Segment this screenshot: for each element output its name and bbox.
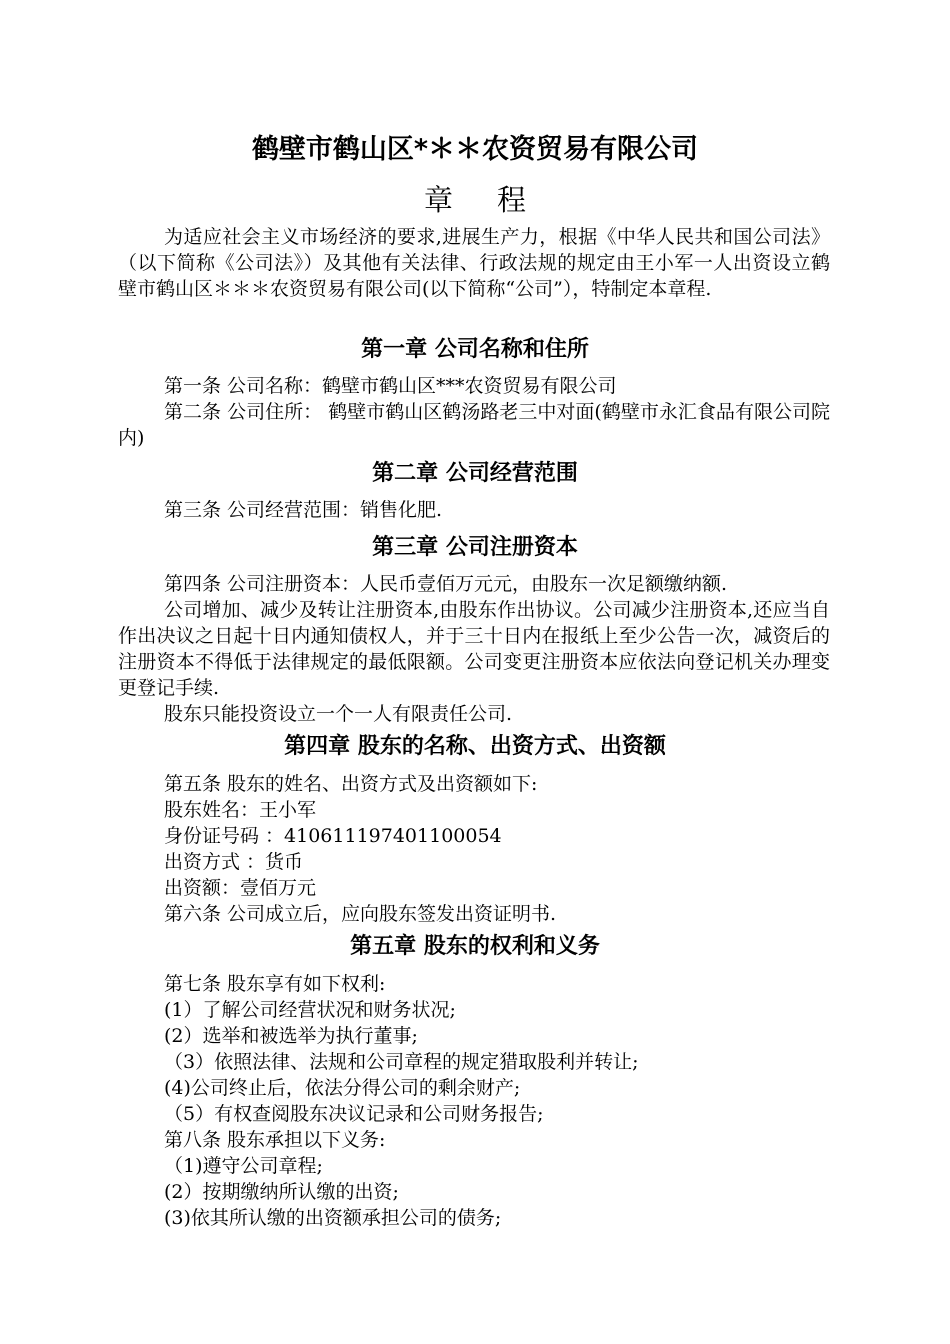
- right-item: (1）了解公司经营状况和财务状况;: [164, 999, 456, 1021]
- contribution-method: 出资方式 ：货币: [164, 851, 304, 873]
- contribution-amount: 出资额：壹佰万元: [164, 877, 317, 899]
- article-4: 第四条 公司注册资本：人民币壹佰万元元，由股东一次足额缴纳额.: [164, 573, 728, 595]
- right-item: (4)公司终止后，依法分得公司的剩余财产;: [164, 1077, 521, 1099]
- right-item: （5）有权查阅股东决议记录和公司财务报告;: [164, 1103, 544, 1125]
- article-3: 第三条 公司经营范围：销售化肥.: [164, 499, 443, 521]
- chapter-3-heading: 第三章 公司注册资本: [372, 535, 578, 560]
- duty-item: (3)依其所认缴的出资额承担公司的债务;: [164, 1207, 502, 1229]
- article-2: 第二条 公司住所： 鹤壁市鹤山区鹤汤路老三中对面(鹤壁市永汇食品有限公司院内): [118, 401, 830, 449]
- right-item: (2）选举和被选举为执行董事;: [164, 1025, 418, 1047]
- chapter-1-heading: 第一章 公司名称和住所: [361, 337, 589, 362]
- chapter-2-heading: 第二章 公司经营范围: [372, 461, 578, 486]
- chapter-5-heading: 第五章 股东的权利和义务: [350, 934, 600, 959]
- shareholder-name: 股东姓名：王小军: [164, 799, 317, 821]
- article-7: 第七条 股东享有如下权利:: [164, 973, 386, 995]
- article-8: 第八条 股东承担以下义务:: [164, 1129, 386, 1151]
- single-company-paragraph: 股东只能投资设立一个一人有限责任公司.: [164, 703, 513, 725]
- article-6: 第六条 公司成立后，应向股东签发出资证明书.: [164, 903, 557, 925]
- duty-item: （1)遵守公司章程;: [164, 1155, 323, 1177]
- right-item: （3）依照法律、法规和公司章程的规定猎取股利并转让;: [164, 1051, 639, 1073]
- article-5: 第五条 股东的姓名、出资方式及出资额如下:: [164, 773, 538, 795]
- document-title: 鹤壁市鹤山区*＊＊农资贸易有限公司: [251, 134, 699, 165]
- duty-item: (2）按期缴纳所认缴的出资;: [164, 1181, 399, 1203]
- article-1: 第一条 公司名称：鹤壁市鹤山区***农资贸易有限公司: [164, 375, 617, 397]
- shareholder-id: 身份证号码 ：410611197401100054: [164, 825, 502, 847]
- preamble-paragraph: 为适应社会主义市场经济的要求,进展生产力，根据《中华人民共和国公司法》（以下简称《公司法》）及其他有关法律、行政法规的规定由王小军一人出资设立鹤壁市鹤山区＊＊＊农资贸易有限公司(以下简称“公司”），特制定本章程.: [118, 226, 830, 300]
- chapter-4-heading: 第四章 股东的名称、出资方式、出资额: [284, 734, 666, 759]
- capital-change-paragraph: 公司增加、减少及转让注册资本,由股东作出协议。公司减少注册资本,还应当自作出决议之日起十日内通知债权人，并于三十日内在报纸上至少公告一次，减资后的注册资本不得低于法律规定的最低限额。公司变更注册资本应依法向登记机关办理变更登记手续.: [118, 599, 830, 699]
- document-subtitle: 章程: [423, 183, 570, 217]
